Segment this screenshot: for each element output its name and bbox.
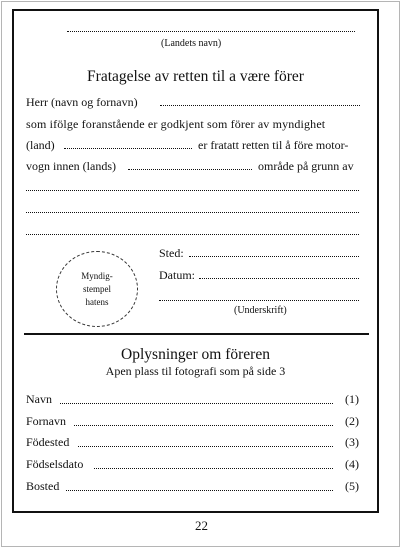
approval-text: som ifölge foranstående er godkjent som förer av myndighet [26, 117, 326, 131]
field-line [94, 468, 333, 469]
signature-line [159, 300, 359, 301]
section-divider [24, 333, 369, 335]
country-label: (land) [26, 138, 55, 152]
field-number: (3) [345, 435, 359, 449]
reason-line-3 [26, 234, 359, 235]
revoked-text: er fratatt retten til å före motor- [198, 138, 349, 152]
field-row-first-name [26, 414, 359, 430]
signature-caption: (Underskrift) [234, 305, 287, 316]
reason-line-1 [26, 190, 359, 191]
field-row-residence [26, 479, 359, 495]
field-label: Födselsdato [26, 457, 84, 471]
field-number: (5) [345, 479, 359, 493]
field-line [74, 425, 333, 426]
field-row-birthplace [26, 435, 359, 451]
holder-name-label: Herr (navn og fornavn) [26, 95, 138, 109]
photo-space-subtitle: Apen plass til fotografi som på side 3 [105, 364, 286, 378]
holder-name-line [160, 105, 360, 106]
field-line [60, 403, 333, 404]
field-label: Födested [26, 435, 70, 449]
country-name-line [67, 31, 355, 32]
field-label: Bosted [26, 479, 60, 493]
field-number: (2) [345, 414, 359, 428]
stamp-line-1: Myndig- [81, 270, 113, 281]
place-line [189, 256, 359, 257]
field-line [78, 446, 333, 447]
authority-stamp-circle [56, 251, 138, 327]
document-card [12, 9, 379, 513]
revocation-title: Fratagelse av retten til a være förer [87, 68, 304, 85]
reason-line-2 [26, 212, 359, 213]
stamp-line-2: stempel [83, 283, 111, 294]
field-line [66, 490, 333, 491]
date-label: Datum: [159, 268, 195, 282]
field-number: (4) [345, 457, 359, 471]
place-label: Sted: [159, 246, 184, 260]
country-line [64, 148, 192, 149]
driver-info-title: Oplysninger om föreren [121, 346, 270, 363]
field-label: Fornavn [26, 414, 66, 428]
reason-text: område på grunn av [258, 159, 354, 173]
page-number: 22 [195, 518, 208, 533]
country-caption: (Landets navn) [161, 38, 222, 49]
field-row-birthdate [26, 457, 359, 473]
territory-line [128, 169, 252, 170]
field-row-name [26, 392, 359, 408]
territory-label: vogn innen (lands) [26, 159, 116, 173]
date-line [199, 278, 359, 279]
field-label: Navn [26, 392, 52, 406]
field-number: (1) [345, 392, 359, 406]
stamp-line-3: hatens [85, 296, 109, 307]
